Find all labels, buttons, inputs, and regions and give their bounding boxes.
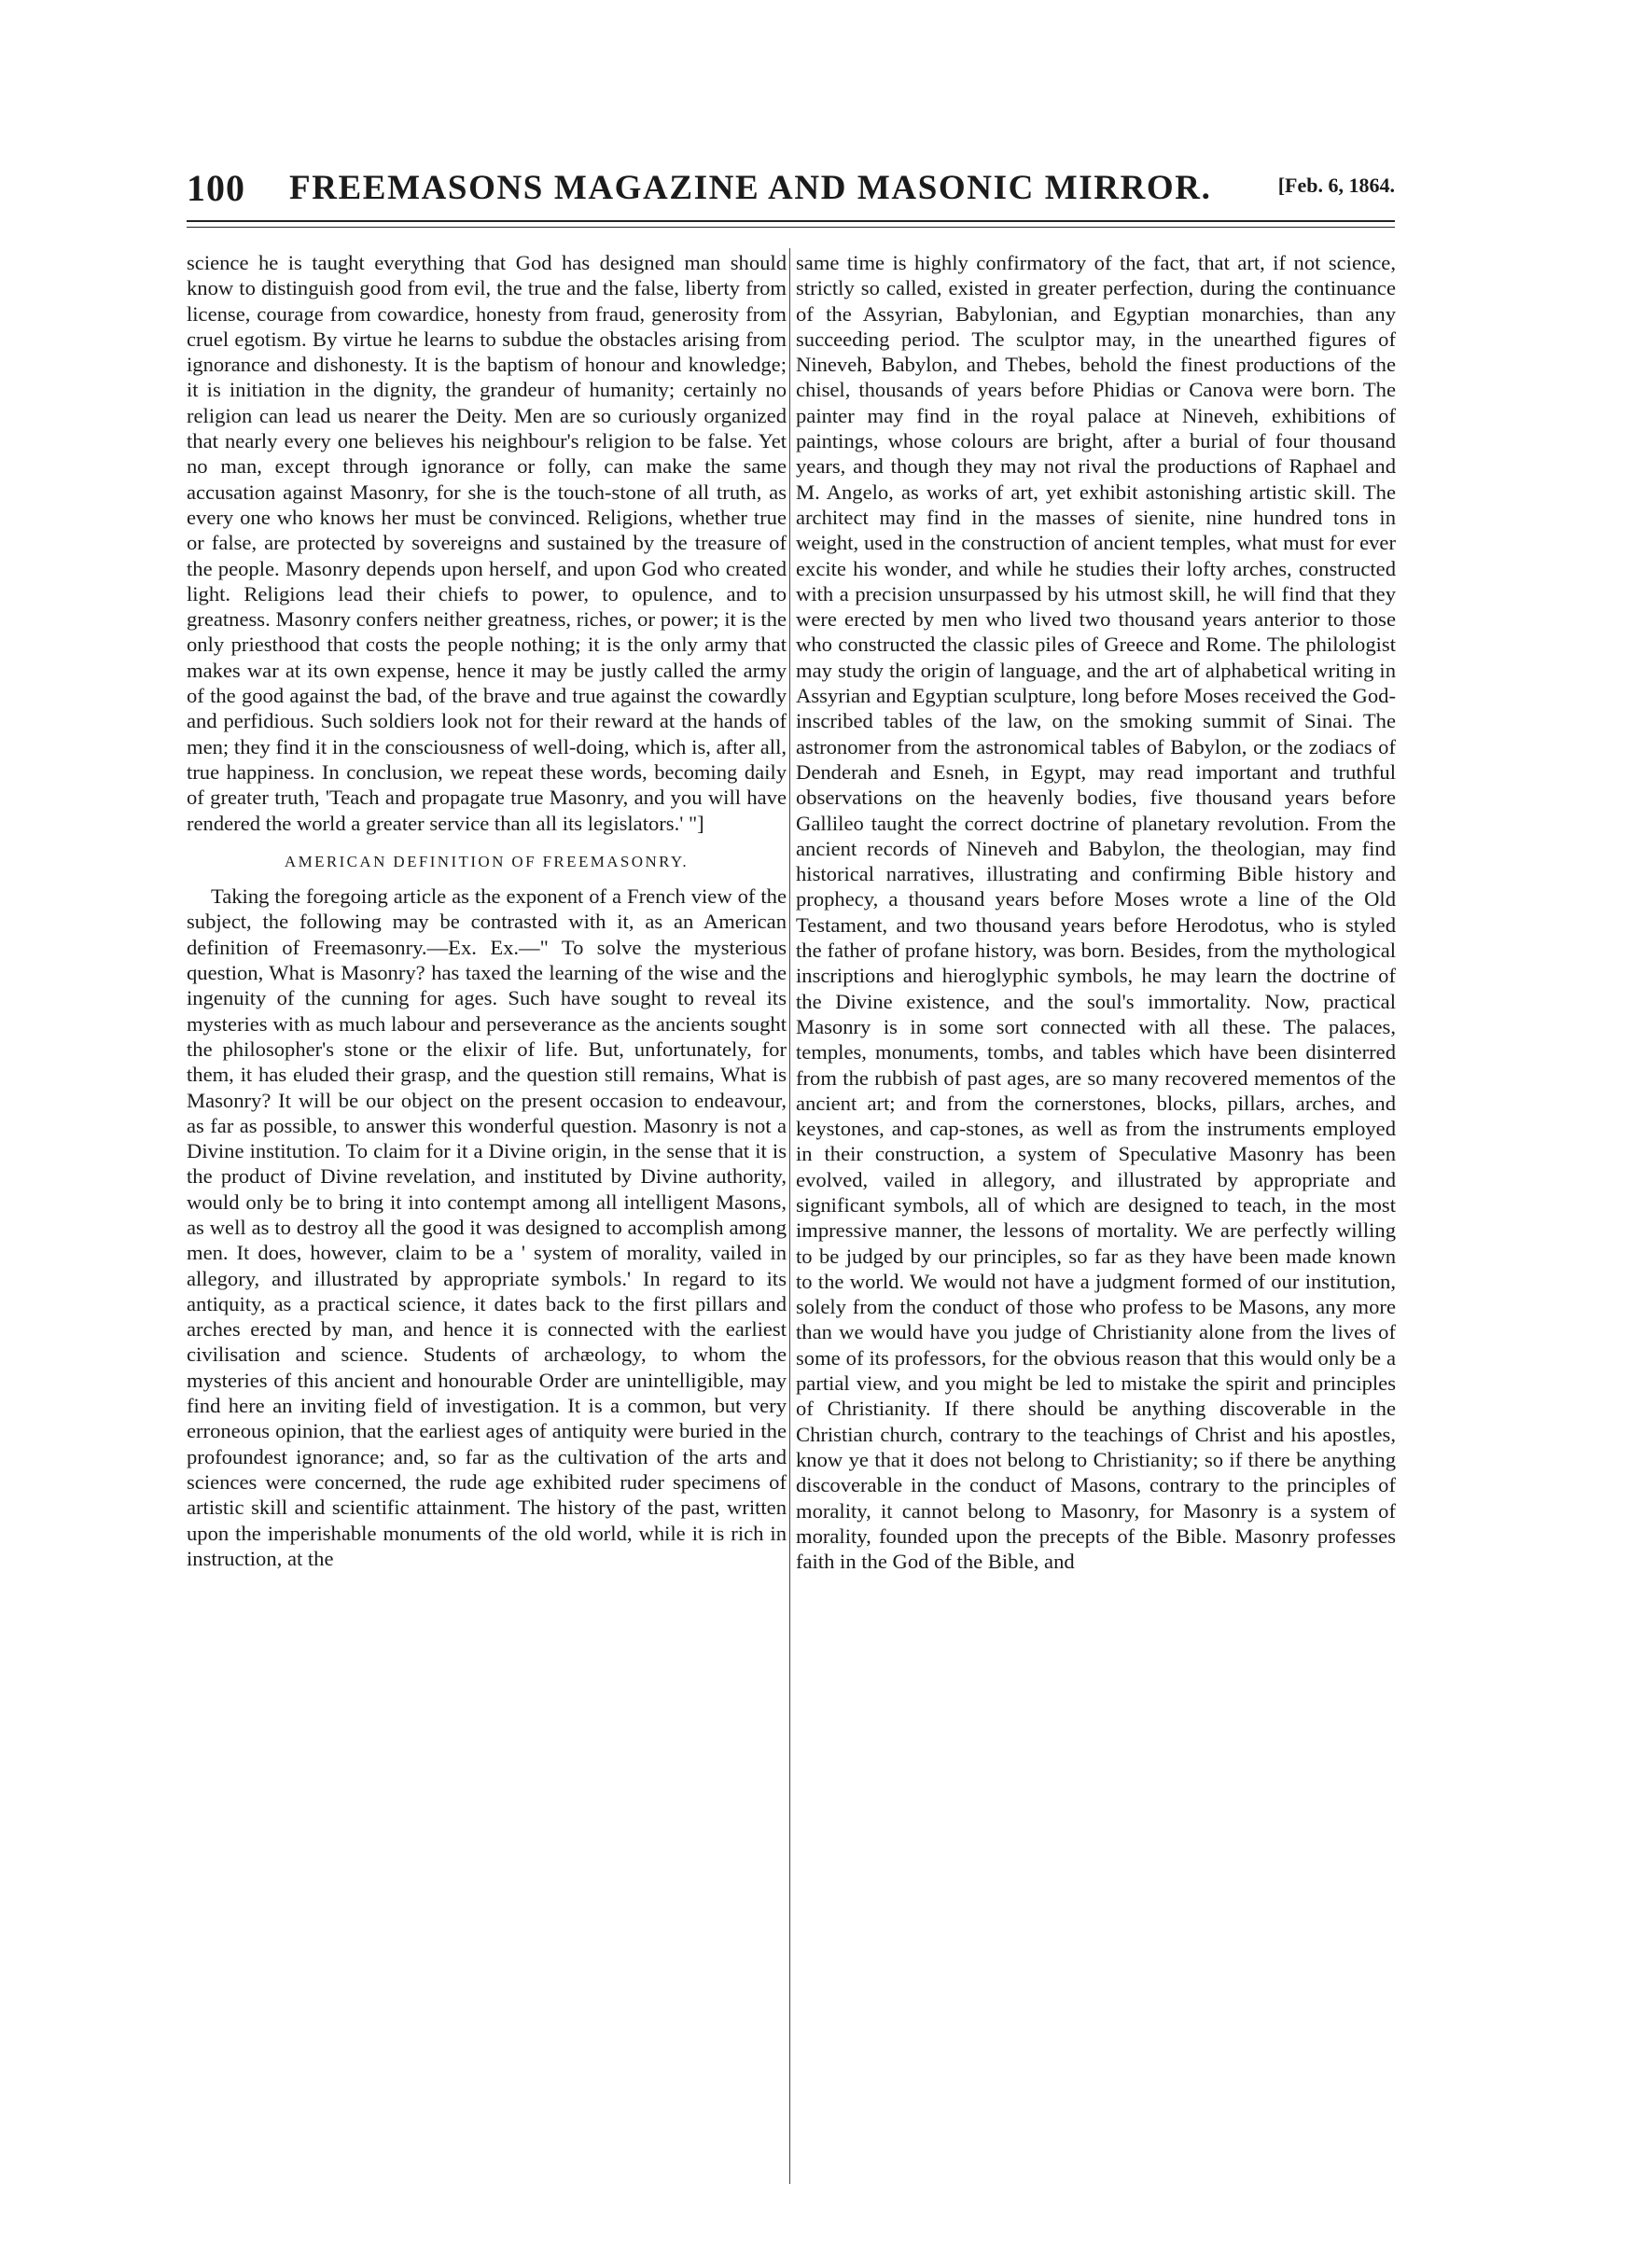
column-divider [789, 248, 790, 2184]
issue-date: [Feb. 6, 1864. [1277, 174, 1395, 197]
section-heading: AMERICAN DEFINITION OF FREEMASONRY. [284, 852, 690, 870]
left-column [187, 250, 787, 2181]
header-rule-thick [187, 220, 1395, 222]
header-rule-thin [187, 227, 1395, 228]
page-number: 100 [187, 167, 245, 209]
running-title: FREEMASONS MAGAZINE AND MASONIC MIRROR. [289, 169, 1212, 207]
page-header [187, 166, 1395, 213]
right-column [796, 250, 1396, 2181]
right-paragraph-1: same time is highly confirmatory of the fact, that art, if not science, strictly so called, existed in greater perfection, during the continuance of the Assyrian, Babylonian, and Egyptian monarchies, than any succeeding period. The sculptor may, in the unearthed figures of Nineveh, Babylon, and Thebes, behold the finest productions of the chisel, thousands of years before Phidias or Canova were born. The painter may find in the royal palace at Nineveh, exhibitions of paintings, whose colours are bright, after a burial of four thousand years, and though they may not rival the productions of Raphael and M. Angelo, as works of art, yet exhibit astonishing artistic skill. The architect may find in the masses of sienite, nine hundred tons in weight, used in the construction of ancient temples, what must for ever excite his wonder, and while he studies their lofty arches, constructed with a precision unsurpassed by his utmost skill, he will find that they were erected by men who lived two thousand years anterior to those who constructed the classic piles of Greece and Rome. The philologist may study the origin of language, and the art of alphabetical writing in Assyrian and Egyptian sculpture, long before Moses received the God-inscribed tables of the law, on the smoking summit of Sinai. The astronomer from the astronomical tables of Babylon, or the zodiacs of Denderah and Esneh, in Egypt, may read important and truthful observations on the heavenly bodies, five thousand years before Gallileo taught the correct doctrine of planetary revolution. From the ancient records of Nineveh and Babylon, the theologian, may find historical narratives, illustrating and confirming Bible history and prophecy, a thousand years before Moses wrote a line of the Old Testament, and two thousand years before Herodotus, who is styled the father of profane history, was born. Besides, from the mythological inscriptions and hieroglyphic symbols, he may learn the doctrine of the Divine existence, and the soul's immortality. Now, practical Masonry is in some sort connected with all these. The palaces, temples, monuments, tombs, and tables which have been disinterred from the rubbish of past ages, are so many recovered mementos of the ancient art; and from the cornerstones, blocks, pillars, arches, and keystones, and cap-stones, as well as from the instruments employed in their construction, a system of Speculative Masonry has been evolved, vailed in allegory, and illustrated by appropriate and significant symbols, all of which are designed to teach, in the most impressive manner, the lessons of mortality. We are perfectly willing to be judged by our principles, so far as they have been made known to the world. We would not have a judgment formed of our institution, solely from the conduct of those who profess to be Masons, any more than we would have you judge of Christianity alone from the lives of some of its professors, for the obvious reason that this would only be a partial view, and you might be led to mistake the spirit and principles of Christianity. If there should be anything discoverable in the Christian church, contrary to the teachings of Christ and his apostles, know ye that it does not belong to Christianity; so if there be anything discoverable in the conduct of Masons, contrary to the principles of morality, it cannot belong to Masonry, for Masonry is a system of morality, founded upon the precepts of the Bible. Masonry professes faith in the God of the Bible, and [796, 251, 1396, 1574]
left-paragraph-2: Taking the foregoing article as the exponent of a French view of the subject, the following may be contrasted with it, as an American definition of Freemasonry.—Ex. Ex.—" To solve the mysterious question, What is Masonry? has taxed the learning of the wise and the ingenuity of the cunning for ages. Such have sought to reveal its mysteries with as much labour and perseverance as the ancients sought the philosopher's stone or the elixir of life. But, unfortunately, for them, it has eluded their grasp, and the question still remains, What is Masonry? It will be our object on the present occasion to endeavour, as far as possible, to answer this wonderful question. Masonry is not a Divine institution. To claim for it a Divine origin, in the sense that it is the product of Divine revelation, and instituted by Divine authority, would only be to bring it into contempt among all intelligent Masons, as well as to destroy all the good it was designed to accomplish among men. It does, however, claim to be a ' system of morality, vailed in allegory, and illustrated by appropriate symbols.' In regard to its antiquity, as a practical science, it dates back to the first pillars and arches erected by man, and hence it is connected with the earliest civilisation and science. Students of archæology, to whom the mysteries of this ancient and honourable Order are unintelligible, may find here an inviting field of investigation. It is a common, but very erroneous opinion, that the earliest ages of antiquity were buried in the profoundest ignorance; and, so far as the cultivation of the arts and sciences were concerned, the rude age exhibited ruder specimens of artistic skill and scientific attainment. The history of the past, written upon the imperishable monuments of the old world, while it is rich in instruction, at the [187, 884, 787, 1570]
left-paragraph-1: science he is taught everything that God has designed man should know to distinguish good from evil, the true and the false, liberty from license, courage from cowardice, honesty from fraud, generosity from cruel egotism. By virtue he learns to subdue the obstacles arising from ignorance and dishonesty. It is the baptism of honour and knowledge; it is initiation in the dignity, the grandeur of humanity; certainly no religion can lead us nearer the Deity. Men are so curiously organized that nearly every one believes his neighbour's religion to be false. Yet no man, except through ignorance or folly, can make the same accusation against Masonry, for she is the touch-stone of all truth, as every one who knows her must be convinced. Religions, whether true or false, are protected by sovereigns and sustained by the treasure of the people. Masonry depends upon herself, and upon God who created light. Religions lead their chiefs to power, to opulence, and to greatness. Masonry confers neither greatness, riches, or power; it is the only priesthood that costs the people nothing; it is the only army that makes war at its own expense, hence it may be justly called the army of the good against the bad, of the brave and true against the cowardly and perfidious. Such soldiers look not for their reward at the hands of men; they find it in the consciousness of well-doing, which is, after all, true happiness. In conclusion, we repeat these words, becoming daily of greater truth, 'Teach and propagate true Masonry, and you will have rendered the world a greater service than all its legislators.' "] [187, 251, 787, 835]
